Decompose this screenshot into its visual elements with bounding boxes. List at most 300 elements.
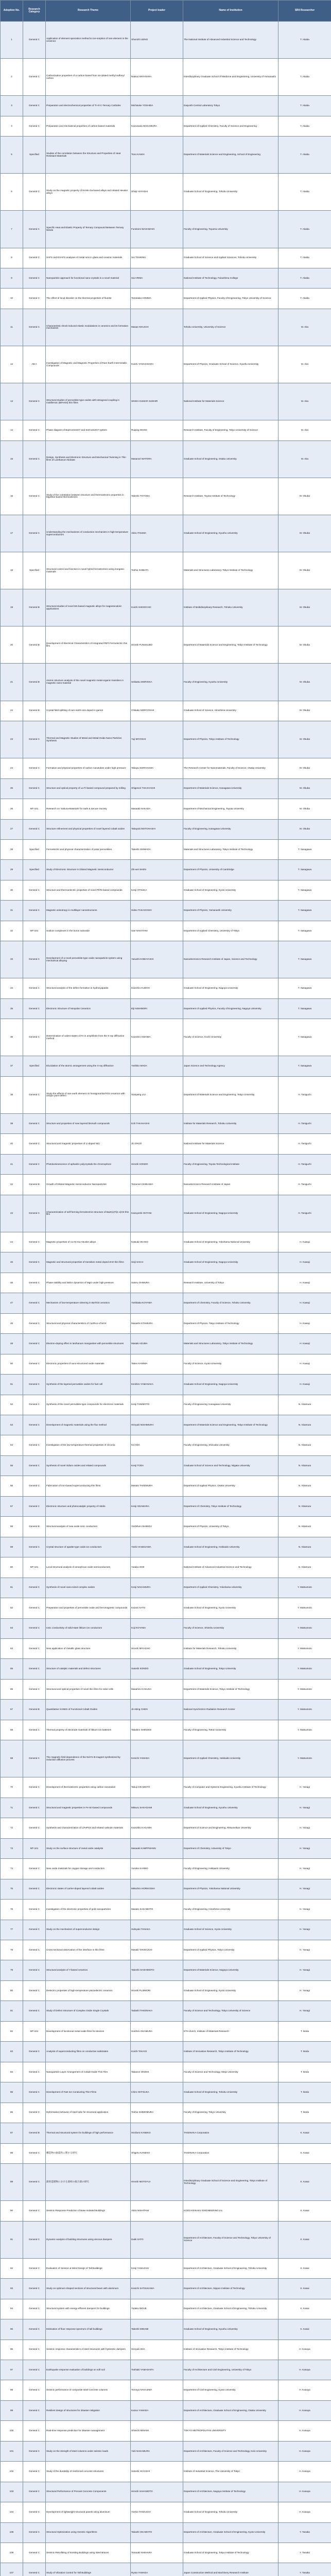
cell-research-category: General C [23,2380,46,2400]
table-row [1,819,331,839]
cell-research-theme: Specific Heat and Elastic Property of Ternary Compound Between Ternary Nitride [46,211,131,248]
cell-institution: Department of Materials Science and Engineering, Tokyo Institute of Technology [183,1415,278,1435]
cell-research-theme: Evaluation of Seismic & Wind Design of Tall Buildings [46,2258,131,2278]
cell-institution: Graduate School of Engineering, Nagoya University [183,1375,278,1395]
cell-institution: Department of Architecture, Graduate School of Engineering, Kyoto University [183,2522,278,2543]
cell-adoption-no: 6 [1,174,23,211]
cell-project-leader: Tadashi TAKENAKA [131,2001,183,2021]
cell-adoption-no: 12 [1,346,23,383]
table-row [1,1679,331,1699]
table-row [1,1455,331,1476]
cell-research-category: General C [23,2299,46,2319]
cell-adoption-no: 28 [1,839,23,859]
cell-institution: Institute of Multidisciplinary Research, Tohoku University [183,589,278,626]
cell-research-category: General C [23,2143,46,2163]
table-row [1,1273,331,1293]
cell-sr4-researcher: H. Kanaya [278,2340,331,2360]
cell-adoption-no: 23 [1,721,23,758]
cell-sr4-researcher: H. Kanaya [278,2360,331,2380]
table-row [1,1375,331,1395]
cell-adoption-no: 59 [1,1537,23,1557]
cell-research-category: General B [23,626,46,664]
cell-sr4-researcher: K. Kasai [278,2123,331,2143]
cell-project-leader: Kenichi SATSUKAWA [131,2279,183,2299]
cell-sr4-researcher: M. Okuba [278,778,331,799]
cell-project-leader: Toshiaki YAMASHITA [131,2360,183,2380]
cell-project-leader: Shunichi UENO [131,22,183,59]
cell-research-category: General C [23,116,46,136]
cell-project-leader: Takeshi TOYODA [131,478,183,515]
cell-institution: Department of Architecture, Nippon Institute of Technology [183,2279,278,2299]
table-row [1,758,331,778]
table-row [1,1859,331,1879]
cell-adoption-no: 69 [1,1740,23,1777]
cell-institution: Graduate School of Engineering, Tohoku University [183,2502,278,2522]
cell-research-category: General C [23,941,46,978]
cell-project-leader: Tomonori ISHIKAWA [131,1175,183,1195]
cell-institution: National Institute of Advanced Industrial Science and Technology [183,1557,278,1578]
cell-research-theme: Study of the durability of reinforced concrete structures [46,2462,131,2482]
cell-adoption-no: 105 [1,2522,23,2543]
cell-project-leader: Takeshi MINAMI [131,2319,183,2340]
cell-project-leader: Tomoaki ISHIHARA [131,2543,183,2563]
cell-project-leader: Shinichi MINAMI [131,2421,183,2441]
cell-research-theme: Crystal field splitting of rare earth ions doped in garnet [46,701,131,721]
table-row [1,2163,331,2200]
cell-research-category: General C [23,2163,46,2200]
table-row [1,880,331,900]
cell-project-leader: Seiji SAKAI [131,1252,183,1273]
cell-institution: KOZO KEIKAKU ENGINEERING Inc. [183,2201,278,2221]
cell-sr4-researcher: N. Kitamura [278,1395,331,1415]
cell-institution: Graduate School of Science, Kyoto University [183,1920,278,1940]
cell-research-category: General C [23,1195,46,1232]
cell-research-theme: Thermal and Magnetic Studies of Metal and Metal-Oxide Nano-Particles Synthesis [46,721,131,758]
table-row [1,2021,331,2041]
cell-research-category: General C [23,758,46,778]
table-row [1,2082,331,2103]
cell-adoption-no: 77 [1,1920,23,1940]
cell-sr4-researcher: T. Akaba [278,248,331,268]
cell-project-leader: Xianpeng LIU [131,1076,183,1113]
cell-research-category: General C [23,1740,46,1777]
cell-sr4-researcher: H. Yanagi [278,1920,331,1940]
cell-project-leader: Kenji TODA [131,1455,183,1476]
table-row [1,2502,331,2522]
table-row [1,420,331,440]
cell-sr4-researcher: M. Okuba [278,819,331,839]
table-row [1,552,331,589]
cell-adoption-no: 81 [1,2001,23,2021]
cell-institution: Graduate School of Engineering, Kyoto University [183,1598,278,1618]
cell-project-leader: Koichi TAKAGI [131,2042,183,2062]
cell-adoption-no: 90 [1,2201,23,2221]
cell-sr4-researcher: T. Sasagawa [278,839,331,859]
cell-research-theme: Structural control and function in novel hybrid ferroelectrics using inorganic materials [46,552,131,589]
table-row [1,1496,331,1516]
cell-research-category: General C [23,1415,46,1435]
table-row [1,1818,331,1838]
table-row [1,96,331,116]
cell-research-category: General C [23,268,46,288]
cell-adoption-no: 65 [1,1659,23,1679]
cell-research-theme: New application of metallic glass structure [46,1638,131,1658]
cell-institution: Materials and Structures Laboratory, Tokyo Institute of Technology [183,839,278,859]
cell-project-leader: Takaya SHIRAHAMA [131,758,183,778]
cell-institution: Department of Materials Science, Kanagawa University [183,778,278,799]
cell-adoption-no: 58 [1,1517,23,1537]
table-row [1,2340,331,2360]
cell-project-leader: Hiroyuki IIDA [131,2340,183,2360]
cell-adoption-no: 31 [1,901,23,921]
cell-sr4-researcher: M. Okuba [278,589,331,626]
cell-sr4-researcher: M. Aka [278,309,331,346]
table-row [1,626,331,664]
cell-project-leader: Masato SAKAMOTO [131,1900,183,1920]
cell-research-theme: New oxide materials for oxygen storage and conduction [46,1859,131,1879]
cell-project-leader: Yasushi KOBAYASHI [131,941,183,978]
cell-project-leader: Seikatsu MORIOKA [131,664,183,701]
cell-project-leader: Kazuyoshi OHTANI [131,1195,183,1232]
cell-institution: Department of Applied Physics, Osaka University [183,1476,278,1496]
table-row [1,309,331,346]
cell-research-theme: XAFS and EXAFS analyses of metal ions in glass and ceramic materials [46,248,131,268]
cell-research-category: General C [23,1496,46,1516]
cell-project-leader: Jin-Ming CHEN [131,1700,183,1720]
cell-project-leader: Yuki NAKAMURA [131,2441,183,2461]
cell-institution: Institute for Materials Research, Tohoku University [183,1638,278,1658]
cell-sr4-researcher: H. Yanagi [278,1980,331,2001]
cell-project-leader: Tono KAWAI [131,137,183,174]
cell-research-theme: Seismic Retrofitting of Existing Buildings using Steel Braces [46,2543,131,2563]
cell-sr4-researcher: Y. Matsumoto [278,1578,331,1598]
cell-research-category: General C [23,96,46,116]
cell-research-theme: Electronic properties of nano-structured oxide materials [46,1354,131,1374]
table-row [1,383,331,420]
cell-research-theme: Study on the mechanism of superconductor design [46,1920,131,1940]
cell-research-theme: Structure refinement and physical properties of novel layered cobalt oxides [46,819,131,839]
cell-research-category: General C [23,420,46,440]
cell-research-theme: Investigation of the low-temperature thermal properties of zirconia [46,1435,131,1455]
cell-adoption-no: 33 [1,941,23,978]
table-row [1,1175,331,1195]
cell-institution: Graduate School of Engineering, Yokohama National University [183,1232,278,1252]
cell-research-theme: Investigation of Magnetic and Magnetic Properties of Rare-Earth Intermetallic Compounds [46,346,131,383]
table-row [1,2201,331,2221]
cell-research-category: General B [23,701,46,721]
cell-research-theme: Structure and thermoelectric properties of novel PbTe-based compounds [46,880,131,900]
cell-research-category: General C [23,1659,46,1679]
cell-sr4-researcher: H. Taniguchi [278,1134,331,1154]
cell-sr4-researcher: T. Akaba [278,22,331,59]
cell-adoption-no: 85 [1,2082,23,2103]
cell-project-leader: SINGH KUMAR SUDHIR [131,383,183,420]
cell-project-leader: Koichi YANAGIHARA [131,346,183,383]
cell-project-leader: Hideo TAKAGOSHI [131,901,183,921]
table-row [1,921,331,941]
cell-sr4-researcher: H. Taniguchi [278,1113,331,1133]
header-research-theme: Research Theme [46,1,131,22]
cell-project-leader: Yoshitaka KOYAMA [131,1293,183,1313]
cell-institution: Department of Applied Chemistry, University of Tokyo [183,921,278,941]
cell-adoption-no: 26 [1,799,23,819]
cell-adoption-no: 18 [1,552,23,589]
cell-project-leader: Shigenori TAKAHASHI [131,778,183,799]
table-row [1,1700,331,1720]
cell-institution: Department of Science and Engineering, Ritsumeikan University [183,1818,278,1838]
cell-research-theme: Cross-sectional observation of the interface in thin films [46,1940,131,1960]
cell-project-leader: Sei TSUKIMA [131,248,183,268]
cell-project-leader: Katsuki OKANO [131,1232,183,1252]
cell-research-category: General C [23,901,46,921]
cell-sr4-researcher: K. Kasai [278,2143,331,2163]
cell-institution: Department of Architecture, Graduate School of Engineering, Tohoku University [183,2258,278,2278]
cell-research-category: General C [23,309,46,346]
table-row [1,1056,331,1076]
cell-project-leader: Satoru OHMURA [131,1273,183,1293]
cell-research-category: General C [23,1618,46,1638]
cell-institution: National Institute of Technology, Fukushima College [183,268,278,288]
cell-sr4-researcher: T. Akaba [278,96,331,116]
cell-research-category: Specified [23,552,46,589]
cell-sr4-researcher: Y. Tanaka [278,2563,331,2576]
cell-adoption-no: 32 [1,921,23,941]
cell-adoption-no: 55 [1,1455,23,1476]
cell-adoption-no: 10 [1,289,23,309]
cell-institution: Graduate School of Engineering, Tokyo Institute of Technology [183,2543,278,2563]
cell-sr4-researcher: T. Sasagawa [278,921,331,941]
cell-institution: Department of Architecture, Faculty of Science and Technology, Tokyo University of Science [183,2221,278,2258]
cell-sr4-researcher: M. Okuba [278,515,331,552]
cell-adoption-no: 73 [1,1838,23,1858]
cell-project-leader: Daiki SATO [131,2221,183,2258]
cell-sr4-researcher: M. Okuba [278,701,331,721]
cell-adoption-no: 103 [1,2482,23,2502]
cell-sr4-researcher: H. Yanagi [278,1879,331,1899]
cell-research-theme: Fabrication of iron-based superconducting thin films [46,1476,131,1496]
cell-institution: Institute of Innovative Research, Tokyo Institute of Technology [183,2042,278,2062]
cell-research-theme: Resilient design of structures for disaster mitigation [46,2400,131,2420]
cell-sr4-researcher: H. Taniguchi [278,1195,331,1232]
cell-research-category: MT-101 [23,921,46,941]
cell-research-category: Specified [23,860,46,880]
cell-institution: Institute of Innovative Research, Tokyo Institute of Technology [183,2340,278,2360]
cell-adoption-no: 22 [1,701,23,721]
table-row [1,1980,331,2001]
cell-institution: Faculty of Architecture and Civil Engineering, University of Tokyo [183,2360,278,2380]
cell-institution: Graduate School of Engineering, Kyoto University [183,880,278,900]
cell-research-category: General B [23,1175,46,1195]
cell-sr4-researcher: Y. Matsumoto [278,1720,331,1740]
cell-project-leader: Mitsuhiro HORIKOSHI [131,1879,183,1899]
cell-project-leader: Hideyuki TANAKA [131,1920,183,1940]
cell-adoption-no: 66 [1,1679,23,1699]
cell-research-theme: Structural analysis of new oxide ionic conductors [46,1517,131,1537]
cell-sr4-researcher: T. Sasagawa [278,1019,331,1056]
cell-adoption-no: 13 [1,383,23,420]
cell-research-theme: Thermal property of electrode materials of lithium ion batteries [46,1720,131,1740]
cell-sr4-researcher: K. Kasai [278,2279,331,2299]
cell-research-theme: Synthesis and characterization of LiFePO4 and related cathode materials [46,1818,131,1838]
table-row [1,289,331,309]
cell-research-theme: Seismic performance of composite steel-concrete columns [46,2380,131,2400]
cell-research-theme: Development of functional metal oxide films for devices [46,2021,131,2041]
table-row [1,1798,331,1818]
table-row [1,1879,331,1899]
cell-research-category: General C [23,383,46,420]
table-row [1,1740,331,1777]
table-row [1,1578,331,1598]
cell-adoption-no: 54 [1,1435,23,1455]
cell-adoption-no: 97 [1,2360,23,2380]
cell-adoption-no: 79 [1,1960,23,1980]
cell-adoption-no: 64 [1,1638,23,1658]
table-row [1,1476,331,1496]
table-row [1,589,331,626]
table-row [1,2543,331,2563]
cell-adoption-no: 1 [1,22,23,59]
table-row [1,1618,331,1638]
cell-research-theme: Design, Synthesis and Electronic Structure and Mechanical Twinning in Thin films of Lanthanum Niobate [46,440,131,478]
cell-sr4-researcher: M. Aka [278,346,331,383]
cell-research-category: General C [23,2543,46,2563]
table-row [1,1940,331,1960]
cell-institution: Department of Physics, Yamanashi University [183,901,278,921]
cell-project-leader: Kazuhiro KUDOH [131,978,183,998]
cell-project-leader: Tomotaka HOMMA [131,289,183,309]
cell-project-leader: Kazuki SATO [131,1598,183,1618]
cell-research-theme: Structural Performance of Precast Concrete Components [46,2482,131,2502]
cell-institution: Faculty of Engineering, Hiroshima University [183,1900,278,1920]
table-row [1,174,331,211]
cell-adoption-no: 2 [1,59,23,96]
table-row [1,701,331,721]
cell-sr4-researcher: T. Ikeda [278,2082,331,2103]
cell-project-leader: Takanori ONISHI [131,2062,183,2082]
cell-adoption-no: 9 [1,268,23,288]
cell-research-category: General C [23,289,46,309]
cell-research-category: General C [23,1134,46,1154]
cell-adoption-no: 82 [1,2021,23,2041]
table-row [1,1195,331,1232]
cell-institution: Faculty of Engineering, Kanagawa University [183,819,278,839]
cell-institution: The National Institute of Advanced Industrial Science and Technology [183,22,278,59]
cell-research-category: AB A [23,346,46,383]
cell-adoption-no: 43 [1,1195,23,1232]
table-row [1,799,331,819]
cell-adoption-no: 98 [1,2380,23,2400]
table-row [1,1960,331,1980]
cell-adoption-no: 38 [1,1076,23,1113]
cell-adoption-no: 86 [1,2103,23,2123]
cell-research-category: General C [23,2563,46,2576]
cell-research-theme: Study of Defect Structure of Complex Oxide Single Crystals [46,2001,131,2021]
cell-institution: Graduate School of Science and Applied Sciences, Tohoku University [183,248,278,268]
cell-adoption-no: 94 [1,2299,23,2319]
cell-research-theme: Synthesis of novel nano-sized complex oxides [46,1578,131,1598]
cell-research-theme: Deformation behavior of steel tube for structural application [46,2103,131,2123]
cell-research-theme: Phase diagram of Ba2CoGe2O7 and Sr2CoSi2O7 system [46,420,131,440]
cell-research-theme: Understanding the mechanisms of conduction mechanism in high-temperature superconductors [46,515,131,552]
table-row [1,248,331,268]
cell-project-leader: Yoshi HASEGAWA [131,1537,183,1557]
cell-research-theme: Development of a novel perovskite-type oxide nanoparticle system using mechanical alloying [46,941,131,978]
cell-sr4-researcher: H. Yanagi [278,1838,331,1858]
cell-project-leader: Koji KOYAMA [131,1618,183,1638]
cell-institution: Department of Materials Science, Nagoya University [183,1960,278,1980]
cell-research-category: General C [23,1879,46,1899]
cell-research-theme: Nanoparticle approach for functional nano-crystals in a novel material [46,268,131,288]
cell-adoption-no: 80 [1,1980,23,2001]
cell-adoption-no: 106 [1,2543,23,2563]
cell-research-theme: Quantitative XANES of Functional Cobalt Oxides [46,1700,131,1720]
cell-research-category: General C [23,1777,46,1798]
cell-research-category: General C [23,2522,46,2543]
cell-institution: Graduate School of Engineering, Hokkaido University [183,1537,278,1557]
cell-research-category: General C [23,1313,46,1333]
table-row [1,1076,331,1113]
table-row [1,1334,331,1354]
cell-institution: Faculty of Science, Kochi University [183,1019,278,1056]
cell-institution: Department of Mechanical Engineering, Toyota University [183,799,278,819]
cell-project-leader: Hiroshi KONDO [131,1154,183,1174]
cell-project-leader: Masaaki NAKADA [131,799,183,819]
table-row [1,478,331,515]
header-institution: Name of Institution [183,1,278,22]
cell-project-leader: Yoshifumi SHIMIZU [131,1517,183,1537]
cell-project-leader: Kenji ODAWARA [131,1496,183,1516]
cell-project-leader: Yutaka ISHII [131,1557,183,1578]
cell-research-theme: Research on 'Sakura-Materials' for Safe & Secure Society [46,799,131,819]
cell-research-category: General C [23,2103,46,2123]
cell-project-leader: Kazuo YAMADA [131,2400,183,2420]
table-row [1,721,331,758]
cell-research-category: General C [23,1113,46,1133]
cell-research-theme: Ferroelectric and physical characterization of polar perovskites [46,839,131,859]
table-row [1,2221,331,2258]
cell-sr4-researcher: T. Akaba [278,268,331,288]
cell-research-theme: Estimation of floor response spectrum of tall buildings [46,2319,131,2340]
cell-institution: Interdisciplinary Graduate School of Medicine and Engineering, University of Yamanashi [183,59,278,96]
cell-adoption-no: 67 [1,1700,23,1720]
cell-research-theme: Synthesis of the novel perovskite-type compounds for electronic materials [46,1395,131,1415]
cell-research-theme: Preparation and mechanical properties of carbon-based materials [46,116,131,136]
cell-research-theme: Real-time response prediction for disaster management [46,2421,131,2441]
table-row [1,860,331,880]
cell-project-leader: Satoshi KONDO [131,1659,183,1679]
cell-sr4-researcher: K. Kasai [278,2163,331,2200]
cell-institution: Graduate School of Science and Technology, Niigata University [183,1455,278,1476]
cell-project-leader: Ruiping WANG [131,420,183,440]
cell-sr4-researcher: H. Yanagi [278,1900,331,1920]
table-row [1,2482,331,2502]
cell-sr4-researcher: Y. Matsumoto [278,1740,331,1777]
cell-institution: Department of Materials Science, Tokyo Institute of Technology [183,1679,278,1699]
cell-sr4-researcher: H. Kanaya [278,2441,331,2461]
cell-research-category: General B [23,2123,46,2143]
cell-research-theme: Photoluminescence of aphanitic polycrystals the chromophore [46,1154,131,1174]
cell-adoption-no: 100 [1,2421,23,2441]
cell-adoption-no: 57 [1,1496,23,1516]
cell-adoption-no: 83 [1,2042,23,2062]
cell-research-theme: 鉄骨造建物における部材の接合部の研究 [46,2163,131,2200]
cell-sr4-researcher: H. Kawaji [278,1293,331,1313]
cell-research-theme: Local structural analysis of amorphous oxide semiconductors [46,1557,131,1578]
cell-institution: Faculty of Engineering, Tokyo University [183,2103,278,2123]
cell-project-leader: Kenji NAKAMURA [131,1578,183,1598]
table-row [1,1154,331,1174]
cell-institution: Graduate School of Engineering, Kyushu University [183,1798,278,1818]
